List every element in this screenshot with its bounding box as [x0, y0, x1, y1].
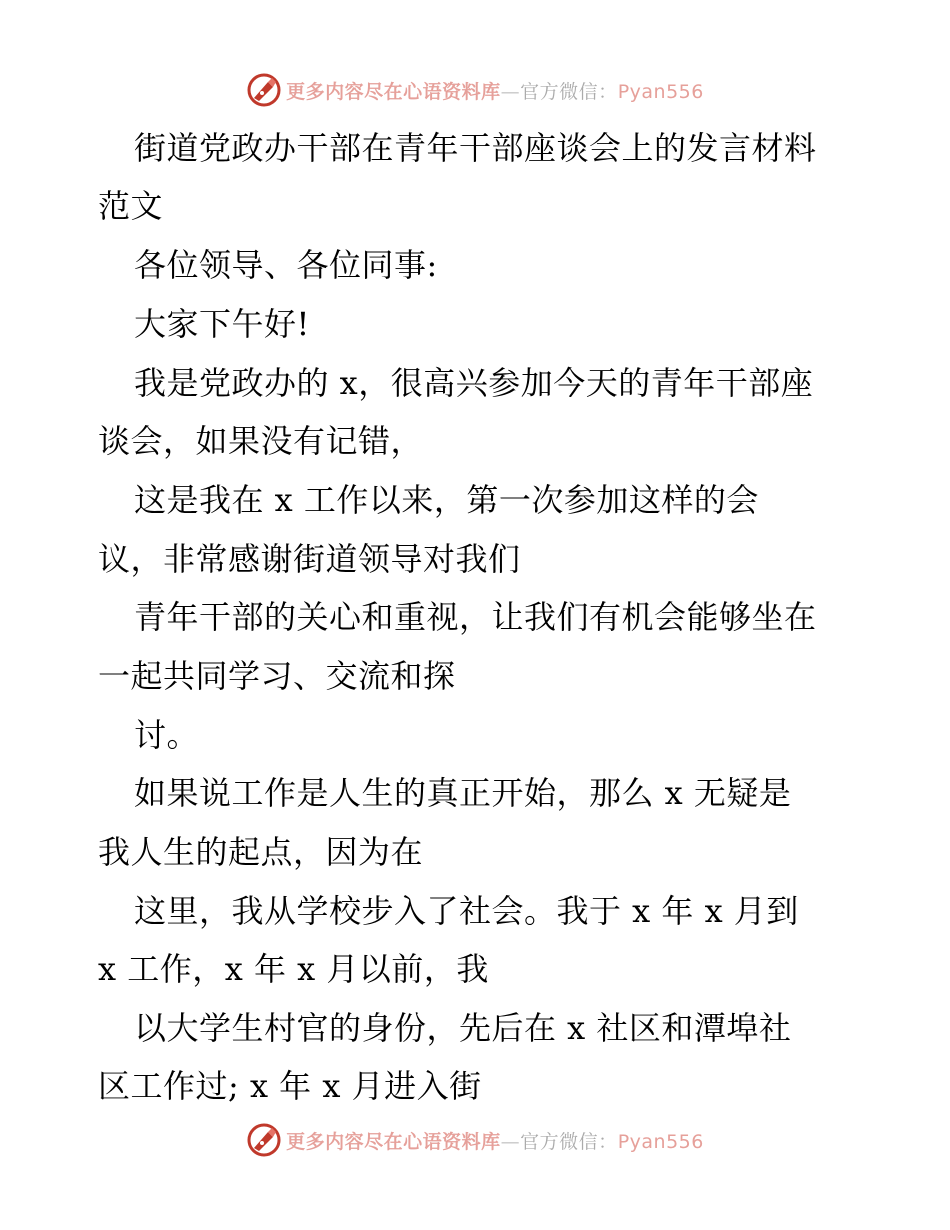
pen-nib-logo-icon — [246, 1122, 282, 1158]
footer-banner-wechat-id: Pyan556 — [617, 1130, 704, 1153]
header-banner-text — [286, 77, 704, 104]
paragraph-line: 谈会，如果没有记错， — [98, 422, 424, 460]
footer-banner-text — [286, 1127, 704, 1154]
document-title-line-1: 街道党政办干部在青年干部座谈会上的发言材料 — [134, 129, 817, 167]
header-banner — [0, 70, 950, 110]
footer-banner-main: 更多内容尽在心语资料库 — [286, 1130, 501, 1153]
footer-banner-wechat-label: 官方微信： — [520, 1130, 618, 1153]
pen-nib-logo-icon — [246, 72, 282, 108]
paragraph-line: 一起共同学习、交流和探 — [98, 657, 456, 695]
salutation: 各位领导、各位同事: — [134, 246, 438, 284]
paragraph-line: 讨。 — [134, 716, 200, 754]
paragraph-line: 如果说工作是人生的真正开始，那么 x 无疑是 — [134, 774, 792, 812]
header-banner-wechat-label: 官方微信： — [520, 80, 618, 103]
footer-banner — [0, 1120, 950, 1160]
header-banner-main: 更多内容尽在心语资料库 — [286, 80, 501, 103]
header-banner-wechat-id: Pyan556 — [617, 80, 704, 103]
paragraph-line: 这是我在 x 工作以来，第一次参加这样的会 — [134, 481, 759, 519]
header-banner-separator: — — [500, 80, 521, 103]
paragraph-line: 区工作过; x 年 x 月进入街 — [98, 1067, 482, 1105]
paragraph-line: 以大学生村官的身份，先后在 x 社区和潭埠社 — [134, 1009, 792, 1047]
paragraph-line: 这里，我从学校步入了社会。我于 x 年 x 月到 — [134, 892, 799, 930]
paragraph-line: 青年干部的关心和重视，让我们有机会能够坐在 — [134, 598, 817, 636]
footer-banner-separator: — — [500, 1130, 521, 1153]
greeting: 大家下午好! — [134, 305, 310, 343]
paragraph-line: 我人生的起点，因为在 — [98, 833, 424, 871]
document-title-line-2: 范文 — [98, 187, 164, 225]
paragraph-line: 议，非常感谢街道领导对我们 — [98, 540, 521, 578]
paragraph-line: x 工作，x 年 x 月以前，我 — [98, 950, 489, 988]
paragraph-line: 我是党政办的 x，很高兴参加今天的青年干部座 — [134, 364, 814, 402]
